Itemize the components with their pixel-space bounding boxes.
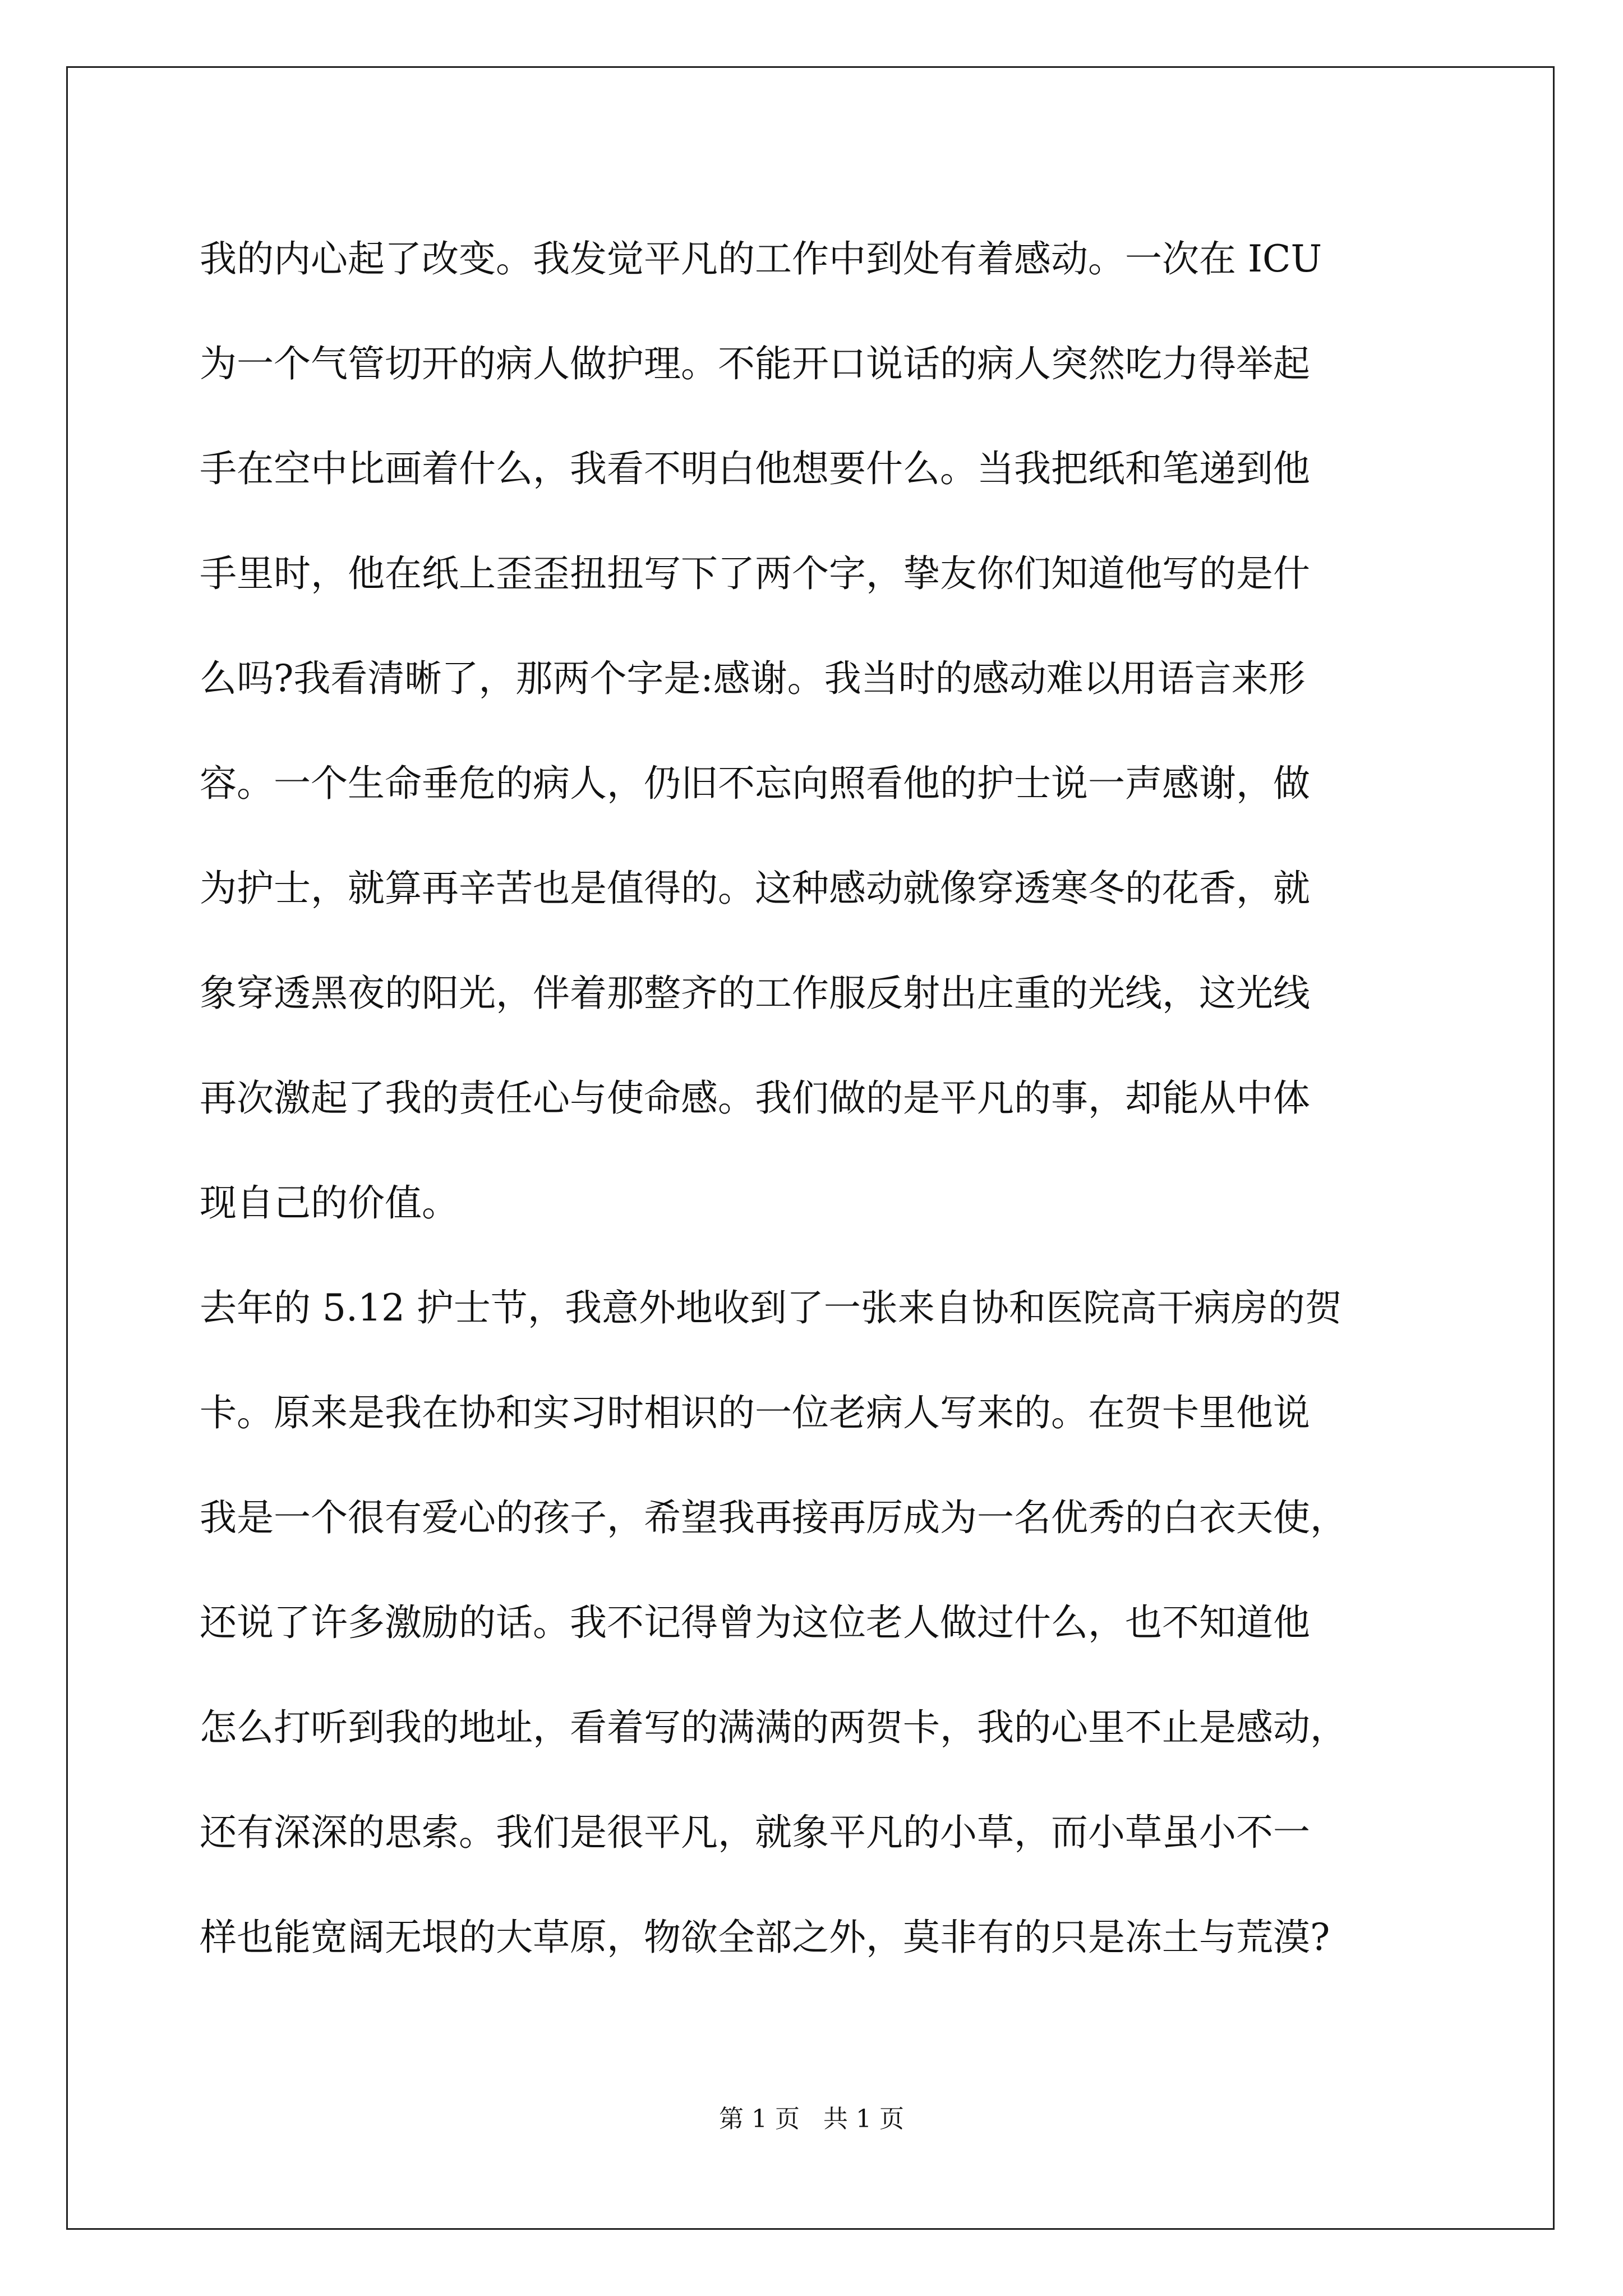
text-line: 还说了许多激励的话。我不记得曾为这位老人做过什么，也不知道他 xyxy=(200,1601,1310,1644)
text-line: 为一个气管切开的病人做护理。不能开口说话的病人突然吃力得举起 xyxy=(200,342,1310,385)
text-line: 象穿透黑夜的阳光，伴着那整齐的工作服反射出庄重的光线，这光线 xyxy=(200,972,1310,1015)
text-line: 现自己的价值。 xyxy=(200,1181,459,1225)
text-line: 还有深深的思索。我们是很平凡，就象平凡的小草，而小草虽小不一 xyxy=(200,1811,1310,1854)
text-line: 为护士，就算再辛苦也是值得的。这种感动就像穿透寒冬的花香，就 xyxy=(200,867,1310,910)
text-line: 手里时，他在纸上歪歪扭扭写下了两个字，挚友你们知道他写的是什 xyxy=(200,552,1310,595)
text-line: 我的内心起了改变。我发觉平凡的工作中到处有着感动。一次在 ICU xyxy=(200,237,1322,280)
text-line: 样也能宽阔无垠的大草原，物欲全部之外，莫非有的只是冻土与荒漠? xyxy=(200,1916,1330,1959)
text-line: 怎么打听到我的地址，看着写的满满的两贺卡，我的心里不止是感动， xyxy=(200,1706,1347,1749)
text-line: 再次激起了我的责任心与使命感。我们做的是平凡的事，却能从中体 xyxy=(200,1076,1310,1120)
page-number-footer: 第 1 页 共 1 页 xyxy=(719,2105,904,2133)
text-line: 卡。原来是我在协和实习时相识的一位老病人写来的。在贺卡里他说 xyxy=(200,1391,1310,1434)
text-line: 去年的 5.12 护士节，我意外地收到了一张来自协和医院高干病房的贺 xyxy=(200,1286,1342,1329)
document-body xyxy=(200,206,1453,1990)
text-line: 么吗?我看清晰了，那两个字是:感谢。我当时的感动难以用语言来形 xyxy=(200,657,1306,700)
text-line: 我是一个很有爱心的孩子，希望我再接再厉成为一名优秀的白衣天使， xyxy=(200,1496,1347,1539)
text-line: 手在空中比画着什么，我看不明白他想要什么。当我把纸和笔递到他 xyxy=(200,447,1310,490)
text-line: 容。一个生命垂危的病人，仍旧不忘向照看他的护士说一声感谢，做 xyxy=(200,762,1310,805)
